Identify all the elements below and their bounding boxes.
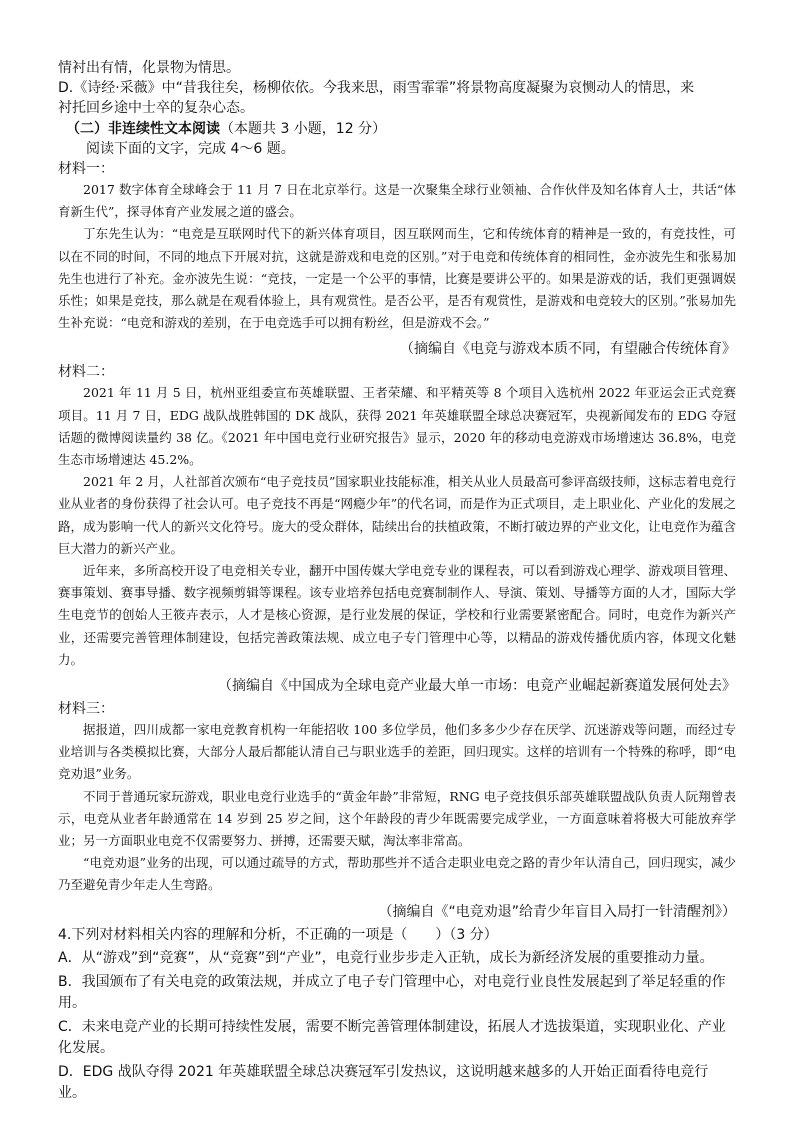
question-4-option-a: A．从“游戏”到“竞赛”，从“竞赛”到“产业”，电竞行业步步走入正轨，成长为新经济发展的重要推动力量。 — [58, 950, 714, 967]
document-page — [58, 58, 736, 1105]
material-2-paragraph: 近年来，多所高校开设了电竞相关专业，翻开中国传媒大学电竞专业的课程表，可以看到游戏心理学、游戏项目管理、赛事策划、赛事导播、数字视频剪辑等课程。该专业培养包括电竞赛制制作人、导演、策划、导播等方面的人才，国际大学生电竞节的创始人王筱卉表示，人才是核心资源，是行业发展的保证，学校和行业需要紧密配合。同时，电竞作为新兴产业，还需要完善管理体制建设，包括完善政策法规、成立电子专门管理中心等，以精品的游戏传播优质内容，体现文化魅力。 — [58, 563, 736, 667]
option-d-continued-line: 衬托回乡途中士卒的复杂心态。 — [58, 100, 254, 116]
material-3-paragraph: 据报道，四川成都一家电竞教育机构一年能招收 100 多位学员，他们多多少少存在厌学、沉迷游戏等问题，而经过专业培训与各类模拟比赛，大部分人最后都能认清自己与职业选手的差距，回归现实。这样的培训有一个特殊的称呼，即“电竞劝退”业务。 — [58, 722, 736, 782]
material-2-label: 材料二： — [58, 364, 114, 381]
material-1-paragraph: 丁东先生认为：“电竞是互联网时代下的新兴体育项目，因互联网而生，它和传统体育的精神是一致的，有竞技性，可以在不同的时间，不同的地点下开展对抗，这就是游戏和电竞的区别。”对于电竞和传统体育的相同性，金亦波先生和张易加先生也进行了补充。金亦波先生说：“竞技，一定是一个公平的事情，比赛是要讲公平的。如果是游戏的话，我们更强调娱乐性；如果是竞技，那么就是在观看体验上，具有观赏性。是否公平，是否有观赏性，是游戏和电竞较大的区别。”张易加先生补充说：“电竞和游戏的差别，在于电竞选手可以拥有粉丝，但是游戏不会。” — [58, 226, 736, 331]
question-4-option-d: D．EDG 战队夺得 2021 年英雄联盟全球总决赛冠军引发热议，这说明越来越多的人开始正面看待电竞行业。 — [58, 1063, 709, 1102]
material-2-paragraph: 2021 年 11 月 5 日，杭州亚组委宣布英雄联盟、王者荣耀、和平精英等 8 个项目入选杭州 2022 年亚运会正式竞赛项目。11 月 7 日，EDG 战队战胜韩国的 DK 战队，获得 2021 年英雄联盟全球总决赛冠军，央视新闻发布的 EDG 夺冠话题的微博阅读量约 38 亿。《2021 年中国电竞行业研究报告》显示，2020 年的移动电竞游戏市场增速达 36.8%，电竞生态市场增速达 45.2%。 — [58, 385, 736, 468]
material-3-label: 材料三： — [58, 701, 114, 718]
material-3-paragraph: “电竞劝退”业务的出现，可以通过疏导的方式，帮助那些并不适合走职业电竞之路的青少年认清自己，回归现实，减少乃至避免青少年走人生弯路。 — [58, 855, 736, 893]
material-2-source: （摘编自《中国成为全球电竞产业最大单一市场：电竞产业崛起新赛道发展何处去》 — [218, 678, 736, 695]
section-title: （二）非连续性文本阅读 — [66, 121, 220, 137]
material-1-paragraph: 2017 数字体育全球峰会于 11 月 7 日在北京举行。这是一次聚集全球行业领袖、合作伙伴及知名体育人士，共话“体育新生代”，探寻体育产业发展之道的盛会。 — [58, 182, 736, 220]
material-2-paragraph: 2021 年 2 月，人社部首次颁布“电子竞技员”国家职业技能标准，相关从业人员最高可参评高级技师，这标志着电竞行业从业者的身份获得了社会认可。电子竞技不再是“网瘾少年”的代名词，而是作为正式项目，走上职业化、产业化的发展之路，成为影响一代人的新兴文化符号。庞大的受众群体，陆续出台的扶植政策，不断打破边界的产业文化，让电竞作为蕴含巨大潜力的新兴产业。 — [58, 474, 736, 556]
material-3-paragraph: 不同于普通玩家玩游戏，职业电竞行业选手的“黄金年龄”非常短，RNG 电子竞技俱乐部英雄联盟战队负责人阮翔曾表示，电竞从业者年龄通常在 14 岁到 25 岁之间，这个年龄段的青少年既需要完成学业，一方面意味着将极大可能放弃学业；另一方面职业电竞不仅需要努力、拼搏，还需要天赋，淘汰率非常高。 — [58, 788, 736, 849]
material-1-label: 材料一： — [58, 161, 114, 177]
material-3-source: （摘编自《“电竞劝退”给青少年盲目入局打一针清醒剂》） — [378, 903, 736, 920]
section-heading — [66, 119, 736, 139]
section-meta: （本题共 3 小题，12 分） — [220, 121, 387, 137]
option-d-line: D.《诗经·采薇》中“昔我往矣，杨柳依依。今我来思，雨雪霏霏”将景物高度凝聚为哀恻动人的情思，来 — [58, 80, 695, 96]
section-instruction: 阅读下面的文字，完成 4～6 题。 — [86, 141, 295, 157]
question-4-option-b: B．我国颁布了有关电竞的政策法规，并成立了电子专门管理中心，对电竞行业良性发展起到了举足轻重的作用。 — [58, 973, 726, 1012]
material-1-source: （摘编自《电竞与游戏本质不同，有望融合传统体育》 — [400, 341, 736, 358]
question-4-option-c: C．未来电竞产业的长期可持续性发展，需要不断完善管理体制建设，拓展人才选拔渠道，实现职业化、产业化发展。 — [58, 1018, 726, 1057]
continued-line: 情衬出有情，化景物为情思。 — [58, 60, 240, 76]
question-4-stem: 4.下列对材料相关内容的理解和分析，不正确的一项是（ ）（3 分） — [58, 926, 498, 943]
